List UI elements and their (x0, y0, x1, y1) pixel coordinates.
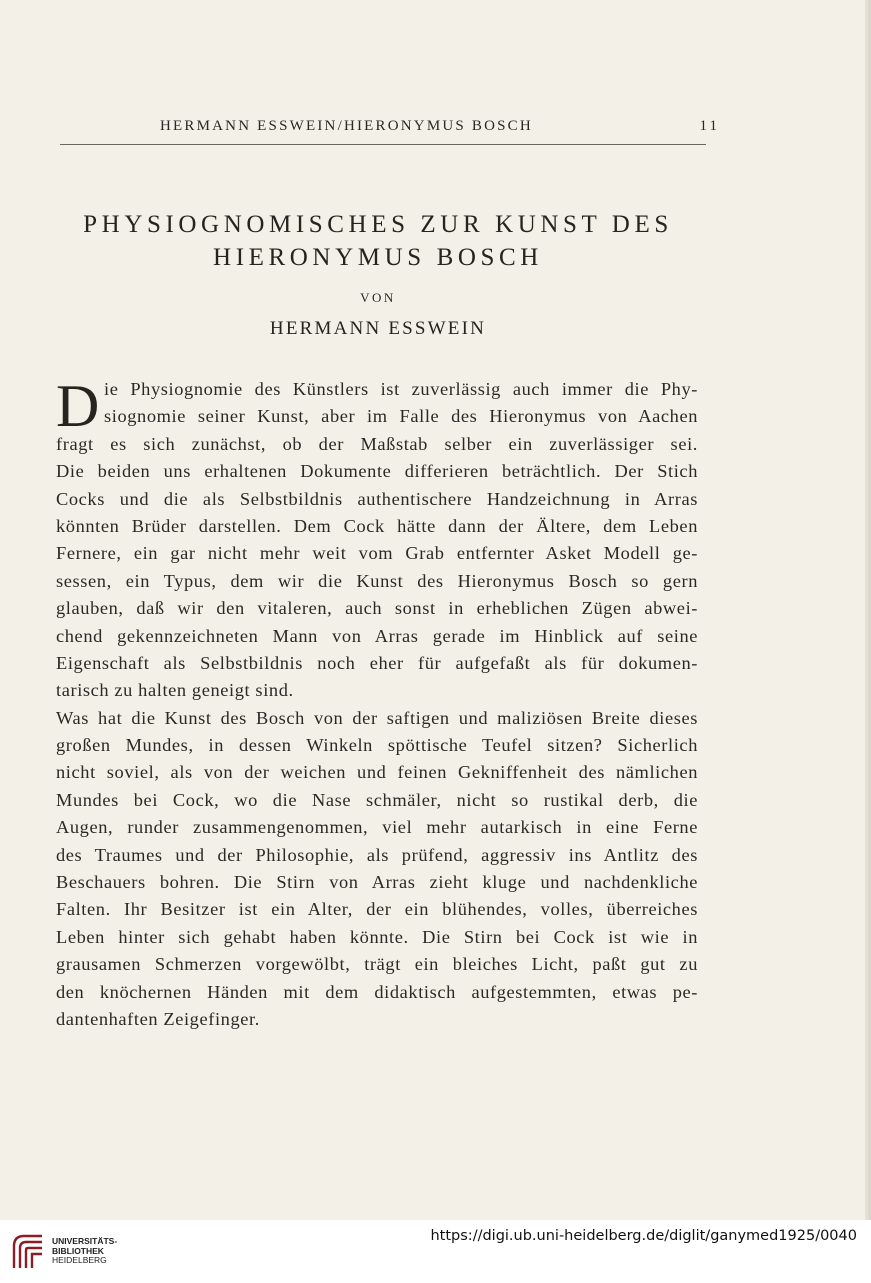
byline-von: VON (360, 290, 396, 305)
text-line: sessen, ein Typus, dem wir die Kunst des Hieronymus Bosch so gern (56, 570, 698, 591)
text-line: ie Physiognomie des Künstlers ist zuverlässig auch immer die Phy- (104, 379, 698, 399)
text-line: tarisch zu halten geneigt sind. (56, 680, 294, 701)
text-line: Augen, runder zusammengenommen, viel mehr autarkisch in eine Ferne (56, 817, 698, 838)
text-line: Beschauers bohren. Die Stirn von Arras zieht kluge und nachdenkliche (56, 872, 698, 893)
page-number: 11 (699, 118, 720, 134)
text-line: Fernere, ein gar nicht mehr weit vom Grab entfernter Asket Modell ge- (56, 543, 698, 564)
running-head (160, 118, 720, 138)
text-line: großen Mundes, in dessen Winkeln spöttische Teufel sitzen? Sicherlich (56, 735, 698, 756)
text-line: nicht soviel, als von der weichen und feinen Gekniffenheit des nämlichen (56, 762, 698, 783)
title-line-2: HIERONYMUS BOSCH (213, 244, 543, 271)
permalink-url[interactable]: https://digi.ub.uni-heidelberg.de/diglit/ganymed1925/0040 (430, 1228, 857, 1244)
library-name (52, 1237, 117, 1266)
title-line-1: PHYSIOGNOMISCHES ZUR KUNST DES (83, 211, 673, 238)
text-line: Falten. Ihr Besitzer ist ein Alter, der ein blühendes, volles, überreiches (56, 899, 698, 920)
text-line: des Traumes und der Philosophie, als prüfend, aggressiv ins Antlitz des (56, 844, 698, 865)
text-line: Cocks und die als Selbstbildnis authentischere Handzeichnung in Arras (56, 488, 698, 509)
page-edge-shadow (865, 0, 871, 1220)
article-title (55, 208, 701, 274)
text-line: Eigenschaft als Selbstbildnis noch eher für aufgefaßt als für dokumen- (56, 652, 698, 673)
running-head-title: HERMANN ESSWEIN/HIERONYMUS BOSCH (160, 118, 533, 134)
text-line: Die beiden uns erhaltenen Dokumente differieren beträchtlich. Der Stich (56, 461, 698, 482)
text-line: könnten Brüder darstellen. Dem Cock hätte dann der Ältere, dem Leben (56, 515, 698, 536)
header-rule (60, 144, 706, 145)
text-line: den knöchernen Händen mit dem didaktisch aufgestemmten, etwas pe- (56, 981, 698, 1002)
text-line: grausamen Schmerzen vorgewölbt, trägt ein bleiches Licht, paßt gut zu (56, 954, 698, 975)
text-line: Was hat die Kunst des Bosch von der saftigen und maliziösen Breite dieses (56, 707, 698, 728)
text-line: Leben hinter sich gehabt haben könnte. Die Stirn bei Cock ist wie in (56, 926, 698, 947)
text-line: chend gekennzeichneten Mann von Arras gerade im Hinblick auf seine (56, 625, 698, 646)
university-library-logo-icon (10, 1232, 46, 1272)
drop-cap: D (56, 373, 100, 439)
library-name-line-2: BIBLIOTHEK (52, 1245, 104, 1256)
viewer-footer (0, 1220, 871, 1283)
text-line: siognomie seiner Kunst, aber im Falle des Hieronymus von Aachen (104, 406, 698, 427)
text-line: fragt es sich zunächst, ob der Maßstab selber ein zuverlässiger sei. (56, 433, 698, 454)
library-name-line-1: UNIVERSITÄTS- (52, 1236, 118, 1246)
text-line: dantenhaften Zeigefinger. (56, 1008, 260, 1029)
body-text (56, 373, 698, 1033)
author-name: HERMANN ESSWEIN (269, 318, 487, 339)
text-line: glauben, daß wir den vitaleren, auch sonst in erheblichen Zügen abwei- (56, 598, 698, 619)
library-name-line-3: HEIDELBERG (52, 1255, 107, 1265)
text-line: Mundes bei Cock, wo die Nase schmäler, nicht so rustikal derb, die (56, 789, 698, 810)
